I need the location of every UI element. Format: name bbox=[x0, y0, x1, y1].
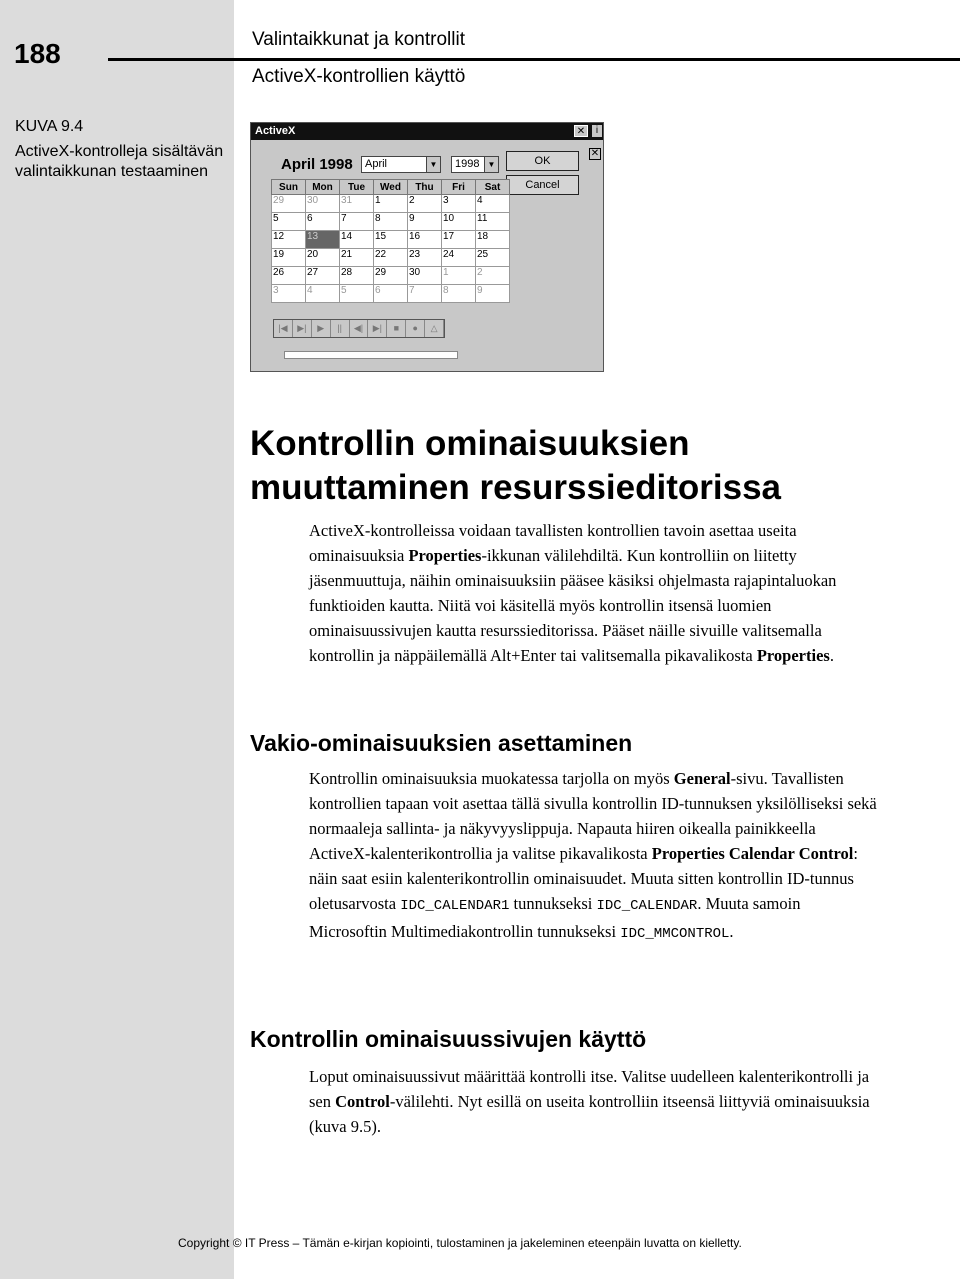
figure-label: KUVA 9.4 bbox=[15, 118, 84, 135]
weekday-header: Wed bbox=[374, 180, 408, 195]
weekday-header: Thu bbox=[408, 180, 442, 195]
chevron-down-icon[interactable]: ▼ bbox=[484, 157, 498, 172]
calendar-day-cell[interactable]: 9 bbox=[408, 213, 442, 231]
calendar-day-cell[interactable]: 19 bbox=[272, 249, 306, 267]
media-button[interactable]: ▶| bbox=[368, 320, 387, 337]
calendar-day-cell[interactable]: 17 bbox=[442, 231, 476, 249]
code-identifier: IDC_MMCONTROL bbox=[620, 926, 730, 942]
calendar-day-cell[interactable]: 5 bbox=[272, 213, 306, 231]
calendar-day-cell[interactable]: 25 bbox=[476, 249, 510, 267]
page-margin-sidebar bbox=[0, 0, 234, 1279]
calendar-week-row bbox=[272, 249, 510, 267]
calendar-day-cell[interactable]: 11 bbox=[476, 213, 510, 231]
calendar-day-cell[interactable]: 23 bbox=[408, 249, 442, 267]
media-button[interactable]: △ bbox=[425, 320, 444, 337]
calendar-day-cell[interactable]: 8 bbox=[442, 285, 476, 303]
calendar-week-row bbox=[272, 267, 510, 285]
text-run: tunnukseksi bbox=[509, 894, 597, 913]
media-button[interactable]: ▶| bbox=[293, 320, 312, 337]
text-run: ActiveX-kontrolleissa voidaan tavallisten kontrollien tavoin asettaa useita ominaisuuksia bbox=[309, 521, 797, 565]
calendar-day-cell[interactable]: 30 bbox=[408, 267, 442, 285]
calendar-day-cell[interactable]: 16 bbox=[408, 231, 442, 249]
weekday-header: Tue bbox=[340, 180, 374, 195]
media-button[interactable]: |◀ bbox=[274, 320, 293, 337]
subsection-heading: Kontrollin ominaisuussivujen käyttö bbox=[250, 1026, 647, 1052]
text-run: : näin saat esiin kalenterikontrollin ominaisuudet. Muuta sitten kontrollin ID-tunnus oletusarvosta bbox=[309, 844, 858, 913]
calendar-day-cell[interactable]: 1 bbox=[442, 267, 476, 285]
section-heading bbox=[250, 422, 781, 510]
chapter-header: Valintaikkunat ja kontrollit bbox=[252, 29, 465, 50]
code-identifier: IDC_CALENDAR1 bbox=[400, 898, 510, 914]
year-select[interactable] bbox=[451, 156, 499, 173]
calendar-day-cell[interactable]: 6 bbox=[306, 213, 340, 231]
calendar-day-cell[interactable]: 27 bbox=[306, 267, 340, 285]
media-button[interactable]: ■ bbox=[387, 320, 406, 337]
key-combo: Alt+Enter bbox=[490, 646, 557, 665]
paragraph-intro bbox=[309, 518, 879, 668]
close-icon[interactable]: ✕ bbox=[590, 148, 600, 159]
month-select[interactable] bbox=[361, 156, 441, 173]
scrollbar[interactable] bbox=[284, 351, 458, 359]
calendar-week-row bbox=[272, 231, 510, 249]
calendar-day-cell[interactable]: 10 bbox=[442, 213, 476, 231]
heading-line: muuttaminen resurssieditorissa bbox=[250, 468, 781, 507]
media-button[interactable]: ● bbox=[406, 320, 425, 337]
paragraph-general bbox=[309, 766, 879, 947]
calendar-day-cell[interactable]: 30 bbox=[306, 195, 340, 213]
calendar-day-cell[interactable]: 1 bbox=[374, 195, 408, 213]
calendar-week-row bbox=[272, 285, 510, 303]
media-button[interactable]: ▶ bbox=[312, 320, 331, 337]
calendar-day-cell[interactable]: 4 bbox=[476, 195, 510, 213]
calendar-day-cell[interactable]: 3 bbox=[272, 285, 306, 303]
page-number: 188 bbox=[14, 38, 61, 69]
calendar-day-cell[interactable]: 22 bbox=[374, 249, 408, 267]
calendar-day-cell[interactable]: 24 bbox=[442, 249, 476, 267]
calendar-day-cell[interactable]: 7 bbox=[340, 213, 374, 231]
calendar-day-cell[interactable]: 15 bbox=[374, 231, 408, 249]
code-identifier: IDC_CALENDAR bbox=[596, 898, 698, 914]
text-run: Kontrollin ominaisuuksia muokatessa tarjolla on myös bbox=[309, 769, 674, 788]
text-run: . bbox=[729, 922, 734, 941]
year-select-value: 1998 bbox=[455, 158, 480, 170]
calendar-day-cell[interactable]: 13 bbox=[306, 231, 340, 249]
ui-term: Control bbox=[335, 1092, 390, 1111]
calendar-week-row bbox=[272, 195, 510, 213]
cancel-button[interactable]: Cancel bbox=[506, 175, 579, 195]
paragraph-property-pages bbox=[309, 1064, 879, 1139]
calendar-day-cell[interactable]: 7 bbox=[408, 285, 442, 303]
ui-term: Properties Calendar Control bbox=[651, 844, 854, 863]
multimedia-control-toolbar bbox=[273, 319, 445, 338]
calendar-day-cell[interactable]: 8 bbox=[374, 213, 408, 231]
month-select-value: April bbox=[365, 158, 388, 170]
dialog-title: ActiveX bbox=[255, 125, 296, 137]
media-button[interactable]: ◀| bbox=[350, 320, 369, 337]
weekday-header: Sun bbox=[272, 180, 306, 195]
calendar-day-cell[interactable]: 28 bbox=[340, 267, 374, 285]
ui-term: General bbox=[673, 769, 731, 788]
calendar-day-cell[interactable]: 21 bbox=[340, 249, 374, 267]
section-header: ActiveX-kontrollien käyttö bbox=[252, 66, 466, 87]
calendar-day-cell[interactable]: 2 bbox=[408, 195, 442, 213]
calendar-day-cell[interactable]: 6 bbox=[374, 285, 408, 303]
text-run: -välilehti. Nyt esillä on useita kontrolliin itseensä liittyviä ominaisuuksia (kuva 9.5). bbox=[309, 1092, 870, 1136]
calendar-day-cell[interactable]: 31 bbox=[340, 195, 374, 213]
calendar-day-cell[interactable]: 2 bbox=[476, 267, 510, 285]
figure-caption: ActiveX-kontrolleja sisältävän valintaikkunan testaaminen bbox=[15, 143, 224, 180]
calendar-day-cell[interactable]: 12 bbox=[272, 231, 306, 249]
copyright-notice: Copyright © IT Press – Tämän e-kirjan kopiointi, tulostaminen ja jakeleminen eteenpäin luvatta on kielletty. bbox=[178, 1236, 742, 1250]
text-run: . bbox=[829, 646, 834, 665]
calendar-day-cell[interactable]: 29 bbox=[272, 195, 306, 213]
calendar-day-cell[interactable]: 26 bbox=[272, 267, 306, 285]
calendar-day-cell[interactable]: 14 bbox=[340, 231, 374, 249]
heading-line: Kontrollin ominaisuuksien bbox=[250, 424, 690, 463]
weekday-header: Mon bbox=[306, 180, 340, 195]
text-run: tai valitsemalla pikavalikosta bbox=[556, 646, 757, 665]
calendar-day-cell[interactable]: 29 bbox=[374, 267, 408, 285]
weekday-header: Sat bbox=[476, 180, 510, 195]
calendar-day-cell[interactable]: 20 bbox=[306, 249, 340, 267]
ui-term: Properties bbox=[756, 646, 830, 665]
chevron-down-icon[interactable]: ▼ bbox=[426, 157, 440, 172]
text-run: Loput ominaisuussivut määrittää kontrolli itse. Valitse uudelleen kalenterikontrolli ja sen bbox=[309, 1067, 870, 1111]
ok-button[interactable]: OK bbox=[506, 151, 579, 171]
subsection-heading: Vakio-ominaisuuksien asettaminen bbox=[250, 730, 633, 756]
ui-term: Properties bbox=[408, 546, 482, 565]
calendar-day-cell[interactable]: 4 bbox=[306, 285, 340, 303]
text-run: -sivu. Tavallisten kontrollien tapaan voit asettaa tällä sivulla kontrollin ID-tunnuksen yksilölliseksi sekä normaaleja sallinta- ja näkyvyyslippuja. Napauta hiiren oikealla painikkeella ActiveX-kalenterikontrollia ja valitse pikavalikosta bbox=[309, 769, 877, 863]
calendar-day-cell[interactable]: 18 bbox=[476, 231, 510, 249]
text-run: -ikkunan välilehdiltä. Kun kontrolliin on liitetty jäsenmuuttuja, näihin ominaisuuksiin pääsee käsiksi ohjelmasta rajapintaluokan funktioiden kautta. Niitä voi käsitellä myös kontrollin itsensä luomien ominaisuussivujen kautta resurssieditorissa. Pääset näille sivuille valitsemalla kontrollin ja näppäilemällä bbox=[309, 546, 837, 665]
text-run: . Muuta samoin Microsoftin Multimediakontrollin tunnukseksi bbox=[309, 894, 801, 941]
calendar-day-cell[interactable]: 9 bbox=[476, 285, 510, 303]
weekday-header: Fri bbox=[442, 180, 476, 195]
media-button[interactable]: || bbox=[331, 320, 350, 337]
help-icon[interactable]: i bbox=[592, 125, 602, 137]
calendar-grid bbox=[271, 179, 510, 303]
calendar-title: April 1998 bbox=[281, 156, 353, 173]
header-rule bbox=[108, 58, 960, 61]
calendar-week-row bbox=[272, 213, 510, 231]
calendar-day-cell[interactable]: 5 bbox=[340, 285, 374, 303]
dialog-title-bar bbox=[251, 123, 603, 140]
calendar-day-cell[interactable]: 3 bbox=[442, 195, 476, 213]
close-icon[interactable]: ✕ bbox=[574, 125, 588, 137]
activex-dialog bbox=[250, 122, 604, 372]
